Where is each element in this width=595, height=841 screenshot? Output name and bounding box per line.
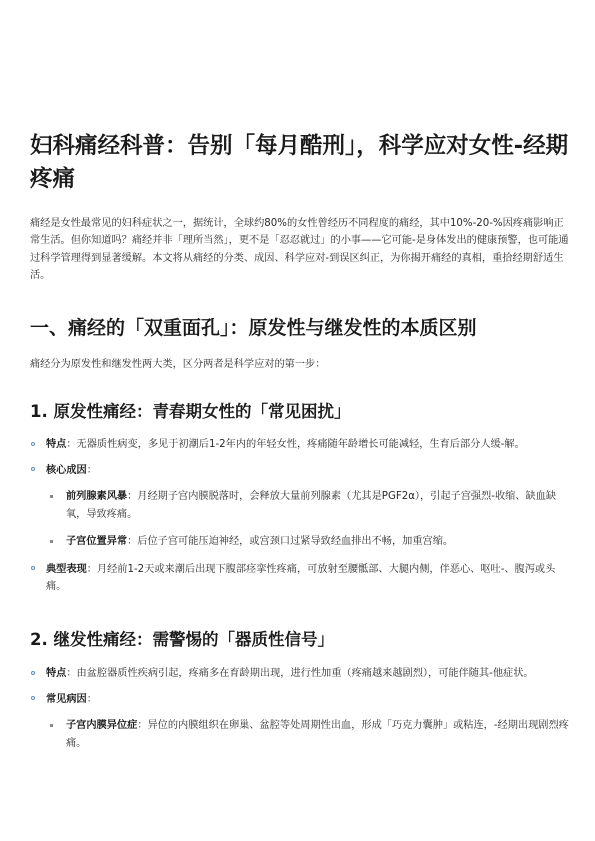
list-item (30, 561, 570, 596)
item-label: 典型表现 (46, 563, 87, 575)
square-bullet-icon (50, 540, 53, 543)
primary-heading: 1. 原发性痛经：青春期女性的「常见困扰」 (30, 402, 351, 421)
sub-list-item (50, 533, 570, 551)
list-item (30, 691, 570, 753)
item-text: ： (86, 693, 97, 705)
circle-bullet-icon (31, 442, 35, 446)
circle-bullet-icon (31, 696, 35, 700)
list-item (30, 665, 570, 683)
primary-list (30, 436, 570, 604)
list-item (30, 436, 570, 454)
item-label: 特点 (46, 439, 67, 450)
secondary-heading: 2. 继发性痛经：需警惕的「器质性信号」 (30, 630, 334, 649)
list-item (30, 462, 570, 551)
sub-list (46, 717, 570, 752)
square-bullet-icon (50, 495, 53, 498)
item-label: 子宫内膜异位症 (66, 720, 138, 731)
sub-list-item (50, 488, 570, 523)
item-label: 核心成因 (46, 464, 87, 476)
square-bullet-icon (50, 724, 53, 727)
item-text: ：由盆腔器质性疾病引起，疼痛多在育龄期出现，进行性加重（疼痛越来越剧烈），可能伴随其-他症状。 (66, 668, 534, 679)
section-lead: 痛经分为原发性和继发性两大类，区分两者是科学应对的第一步： (30, 359, 326, 370)
circle-bullet-icon (31, 566, 35, 570)
item-text: ：月经期子宫内膜脱落时，会释放大量前列腺素（尤其是PGF2α），引起子宫强烈-收缩、缺血缺氧，导致疼痛。 (66, 491, 557, 520)
sub-list (46, 488, 570, 551)
secondary-list (30, 665, 570, 762)
item-label: 常见病因 (46, 693, 87, 705)
item-label: 前列腺素风暴 (66, 491, 128, 502)
circle-bullet-icon (31, 671, 35, 675)
item-text: ：后位子宫可能压迫神经，或宫颈口过紧导致经血排出不畅，加重宫缩。 (127, 536, 454, 547)
intro-paragraph: 痛经是女性最常见的妇科症状之一，据统计，全球约80%的女性曾经历不同程度的痛经，其中10%-20-%因疼痛影响正常生活。但你知道吗？痛经并非「理所当然」，更不是「忍忍就过」的小事——它可能-是身体发出的健康预警，也可能通过科学管理得到显著缓解。本文将从痛经的分类、成因、科学应对-到误区纠正，为你揭开痛经的真相，重拾经期舒适生活。 (30, 218, 569, 281)
item-text: ：异位的内膜组织在卵巢、盆腔等处周期性出血，形成「巧克力囊肿」或粘连，-经期出现剧烈疼痛。 (66, 720, 569, 749)
sub-list-item (50, 717, 570, 752)
section-heading-1: 一、痛经的「双重面孔」：原发性与继发性的本质区别 (30, 317, 477, 339)
item-text: ： (86, 464, 97, 476)
item-label: 特点 (46, 668, 67, 679)
item-text: ：无器质性病变，多见于初潮后1-2年内的年轻女性，疼痛随年龄增长可能减轻，生育后部分人缓-解。 (66, 439, 525, 450)
article-title: 妇科痛经科普：告别「每月酷刑」，科学应对女性-经期疼痛 (30, 133, 569, 192)
item-label: 子宫位置异常 (66, 536, 128, 547)
item-text: ：月经前1-2天或来潮后出现下腹部痉挛性疼痛，可放射至腰骶部、大腿内侧，伴恶心、呕吐-、腹泻或头痛。 (46, 563, 556, 592)
circle-bullet-icon (31, 467, 35, 471)
